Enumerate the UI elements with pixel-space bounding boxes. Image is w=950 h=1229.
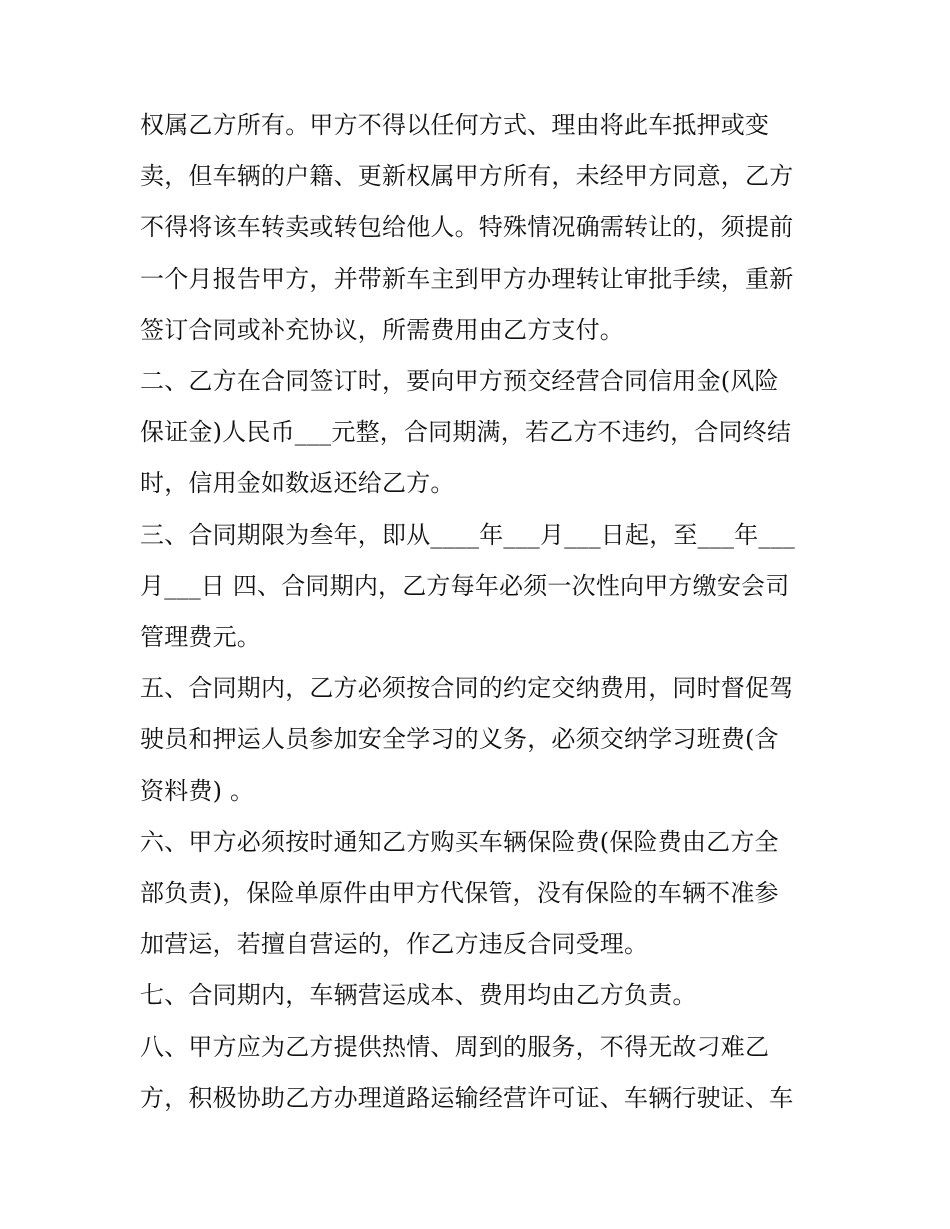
paragraph-clause-3 [140, 510, 820, 664]
text-line: 保证金)人民币___元整，合同期满，若乙方不违约，合同终结 [140, 418, 792, 447]
text-line: 月___日 四、合同期内，乙方每年必须一次性向甲方缴安会司 [140, 571, 790, 600]
text-line: 不得将该车转卖或转包给他人。特殊情况确需转让的，须提前 [140, 213, 794, 242]
text-line: 签订合同或补充协议，所需费用由乙方支付。 [140, 315, 624, 344]
text-line: 驶员和押运人员参加安全学习的义务，必须交纳学习班费(含 [140, 725, 779, 754]
paragraph-clause-8 [140, 1022, 820, 1124]
text-line: 二、乙方在合同签订时，要向甲方预交经营合同信用金(风险 [140, 367, 779, 396]
document-body [140, 100, 820, 1124]
paragraph-clause-6 [140, 817, 820, 971]
text-line: 部负责)，保险单原件由甲方代保管，没有保险的车辆不准参 [140, 879, 779, 908]
paragraph-clause-7 [140, 970, 820, 1021]
text-line: 一个月报告甲方，并带新车主到甲方办理转让审批手续，重新 [140, 264, 794, 293]
text-line: 资料费) 。 [140, 776, 255, 805]
paragraph-clause-5 [140, 663, 820, 817]
text-line: 加营运，若擅自营运的，作乙方违反合同受理。 [140, 930, 649, 959]
text-line: 时，信用金如数返还给乙方。 [140, 469, 455, 498]
text-line: 六、甲方必须按时通知乙方购买车辆保险费(保险费由乙方全 [140, 827, 779, 856]
text-line: 三、合同期限为叁年，即从____年___月___日起，至___年___ [140, 520, 795, 549]
text-line: 管理费元。 [140, 623, 261, 652]
text-line: 七、合同期内，车辆营运成本、费用均由乙方负责。 [140, 981, 697, 1010]
text-line: 五、合同期内，乙方必须按合同的约定交纳费用，同时督促驾 [140, 674, 794, 703]
text-line: 八、甲方应为乙方提供热情、周到的服务，不得无故刁难乙 [140, 1032, 770, 1061]
text-line: 方，积极协助乙方办理道路运输经营许可证、车辆行驶证、车 [140, 1083, 794, 1112]
text-line: 权属乙方所有。甲方不得以任何方式、理由将此车抵押或变 [140, 111, 770, 139]
text-line: 卖，但车辆的户籍、更新权属甲方所有，未经甲方同意，乙方 [140, 162, 794, 191]
paragraph-ownership [140, 100, 820, 356]
paragraph-clause-2 [140, 356, 820, 510]
